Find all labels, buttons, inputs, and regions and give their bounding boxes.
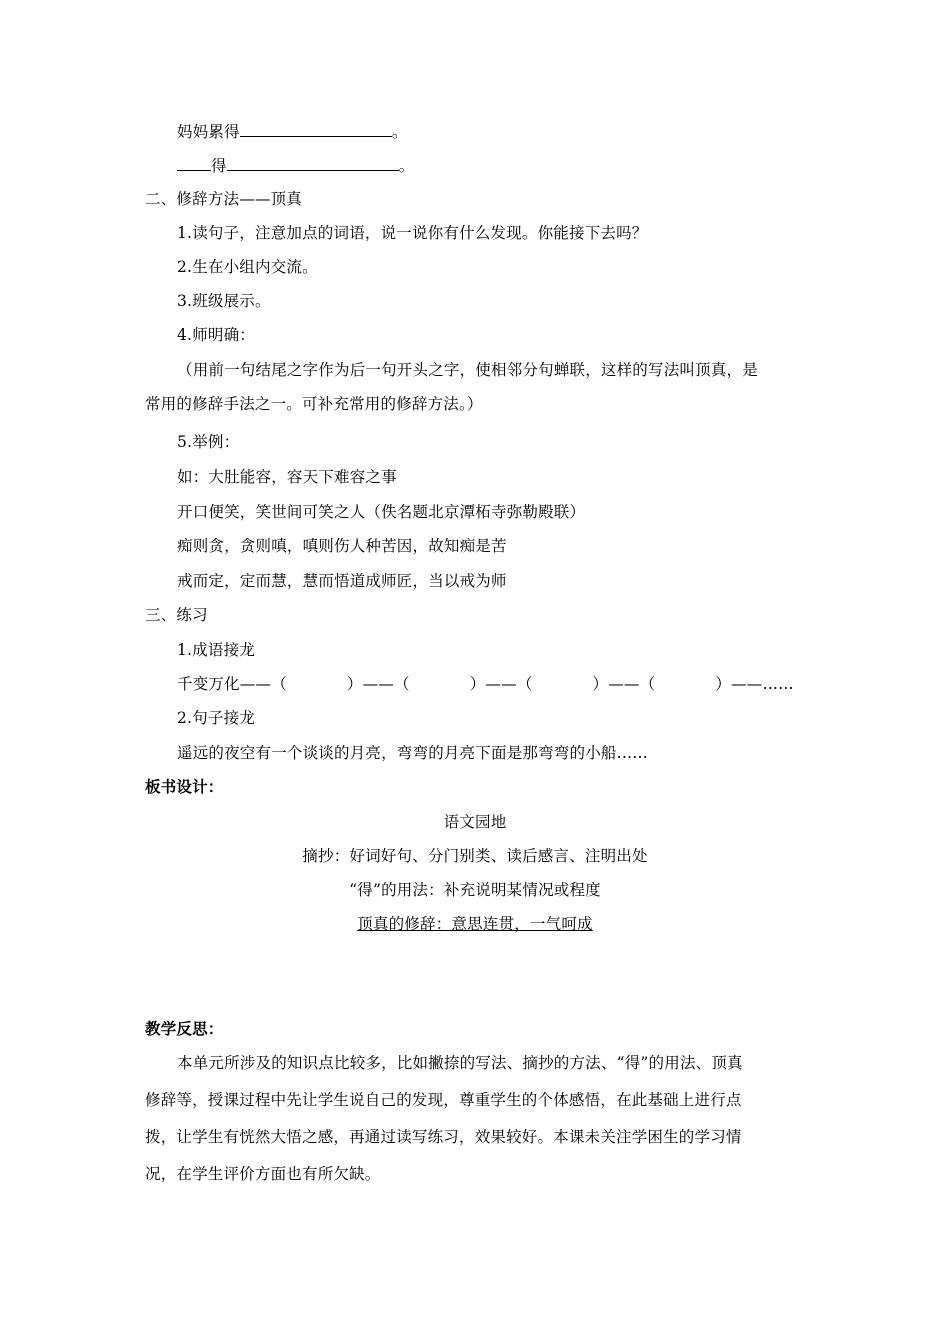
fill-in-line-1: 妈妈累得 。: [177, 123, 408, 141]
explanation-line: （用前一句结尾之字作为后一句开头之字，使相邻分句蝉联，这样的写法叫顶真，是: [177, 361, 758, 379]
section-heading-practice: 三、练习: [145, 606, 208, 624]
practice-item-idiom: 1.成语接龙: [177, 641, 255, 659]
reflection-line: 修辞等，授课过程中先让学生说自己的发现，尊重学生的个体感悟，在此基础上进行点: [145, 1091, 742, 1109]
fill-in-blank[interactable]: [177, 155, 211, 171]
example-line: 痴则贪，贪则嗔，嗔则伤人种苦因，故知痴是苦: [177, 537, 507, 555]
example-line: 戒而定，定而慧，慧而悟道成师匠，当以戒为师: [177, 572, 507, 590]
example-line: 如：大肚能容，容天下难容之事: [177, 468, 397, 486]
board-line-underlined: 顶真的修辞：意思连贯，一气呵成: [357, 915, 593, 933]
reflection-label: 教学反思：: [145, 1020, 224, 1038]
reflection-line: 本单元所涉及的知识点比较多，比如撇捺的写法、摘抄的方法、“得”的用法、顶真: [177, 1054, 743, 1072]
list-item: 3.班级展示。: [177, 292, 271, 310]
fill-in-blank[interactable]: [227, 155, 399, 171]
fill-in-prefix: 妈妈累得: [177, 123, 240, 141]
section-heading-rhetoric: 二、修辞方法——顶真: [145, 190, 303, 208]
example-label: 5.举例：: [177, 433, 240, 451]
fill-in-line-2: 得 。: [177, 155, 414, 176]
fill-in-blank[interactable]: [240, 121, 392, 137]
practice-item-sentence: 2.句子接龙: [177, 709, 255, 727]
reflection-line: 况，在学生评价方面也有所欠缺。: [145, 1165, 381, 1183]
reflection-line: 拨，让学生有恍然大悟之感，再通过读写练习，效果较好。本课未关注学困生的学习情: [145, 1128, 742, 1146]
board-design-label: 板书设计：: [145, 778, 224, 796]
explanation-line: 常用的修辞手法之一。可补充常用的修辞方法。）: [145, 395, 483, 413]
sentence-chain: 遥远的夜空有一个谈谈的月亮，弯弯的月亮下面是那弯弯的小船……: [177, 744, 649, 762]
idiom-chain: 千变万化——（ ）——（ ）——（ ）——（ ）——……: [177, 675, 794, 693]
board-title: 语文园地: [443, 813, 507, 831]
example-line: 开口便笑，笑世间可笑之人（佚名题北京潭柘寺弥勒殿联）: [177, 503, 586, 521]
list-item: 4.师明确：: [177, 326, 255, 344]
board-line: “得”的用法：补充说明某情况或程度: [349, 881, 601, 899]
list-item: 2.生在小组内交流。: [177, 258, 318, 276]
list-item: 1.读句子，注意加点的词语，说一说你有什么发现。你能接下去吗？: [177, 224, 648, 242]
board-line: 摘抄：好词好句、分门别类、读后感言、注明出处: [302, 847, 648, 865]
